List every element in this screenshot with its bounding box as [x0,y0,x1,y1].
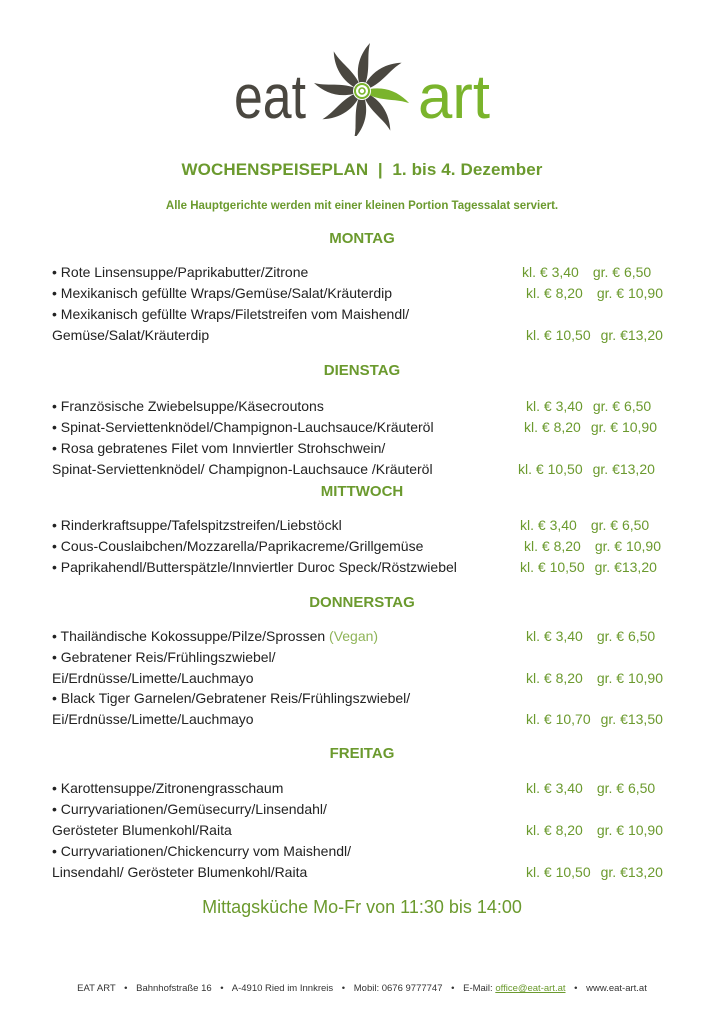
dish-text-cont: Gerösteter Blumenkohl/Raita [52,822,232,838]
price-small: kl. € 3,40 [526,398,583,414]
footer-street: Bahnhofstraße 16 [136,983,212,994]
price-large: gr. € 10,90 [590,419,657,435]
eat-art-logo [232,36,492,136]
price [520,557,657,578]
dish-text: • Curryvariationen/Gemüsecurry/Linsendahl/ [52,801,327,817]
price [526,626,655,647]
price-small: kl. € 8,20 [524,538,581,554]
price-small: kl. € 8,20 [526,670,583,686]
price-small: kl. € 8,20 [526,822,583,838]
price-small: kl. € 10,50 [526,327,591,343]
separator-dot: • [451,983,455,994]
price-large: gr. €13,50 [600,711,663,727]
price-large: gr. € 6,50 [592,264,652,280]
price [520,515,649,536]
price [526,396,651,417]
logo-text-art: art [418,63,490,132]
dish-text: • Thailändische Kokossuppe/Pilze/Sprossen [52,628,326,644]
dish-text-cont: Ei/Erdnüsse/Limette/Lauchmayo [52,670,254,686]
price-small: kl. € 3,40 [522,264,579,280]
footer-email-label: E-Mail: [463,983,496,994]
price-large: gr. € 10,90 [596,822,663,838]
dish-text-cont: Linsendahl/ Gerösteter Blumenkohl/Raita [52,864,308,880]
price-large: gr. € 10,90 [594,538,661,554]
price-large: gr. €13,20 [600,864,663,880]
dish-text: • Gebratener Reis/Frühlingszwiebel/ [52,649,276,665]
dish-text: • Curryvariationen/Chickencurry vom Maishendl/ [52,843,352,859]
dish-text: • Spinat-Serviettenknödel/Champignon-Lauchsauce/Kräuteröl [52,419,434,435]
price [524,536,661,557]
price-large: gr. €13,20 [592,461,655,477]
footer-company: EAT ART [77,983,116,994]
price [526,778,655,799]
dish-text: • Black Tiger Garnelen/Gebratener Reis/Frühlingszwiebel/ [52,690,411,706]
price-large: gr. € 6,50 [596,780,656,796]
price [526,325,663,346]
price [526,820,663,841]
footer-mobile: Mobil: 0676 9777747 [353,983,443,994]
dish-text: • Paprikahendl/Butterspätzle/Innviertler Duroc Speck/Röstzwiebel [52,559,457,575]
price-large: gr. € 6,50 [592,398,652,414]
price-large: gr. € 6,50 [596,628,656,644]
dish-text: • Karottensuppe/Zitronengrasschaum [52,780,284,796]
price-small: kl. € 3,40 [520,517,577,533]
dish-text: • Cous-Couslaibchen/Mozzarella/Paprikacreme/Grillgemüse [52,538,424,554]
logo [0,36,724,136]
separator-dot: • [124,983,128,994]
price-small: kl. € 3,40 [526,628,583,644]
price-large: gr. € 6,50 [590,517,650,533]
price-large: gr. €13,20 [594,559,657,575]
price-small: kl. € 3,40 [526,780,583,796]
website-link[interactable]: www.eat-art.at [586,983,647,994]
dish-text-cont: Gemüse/Salat/Kräuterdip [52,327,210,343]
price [526,668,663,689]
dish-text-cont: Spinat-Serviettenknödel/ Champignon-Lauchsauce /Kräuteröl [52,461,433,477]
separator-dot: • [574,983,578,994]
footer-city: A-4910 Ried im Innkreis [231,983,334,994]
footer [0,983,724,994]
flower-icon [314,43,410,136]
price-small: kl. € 8,20 [526,285,583,301]
price [526,283,663,304]
dish-text: • Rote Linsensuppe/Paprikabutter/Zitrone [52,264,309,280]
vegan-tag: (Vegan) [329,628,379,644]
email-link[interactable]: office@eat-art.at [495,983,566,994]
day-heading-mittwoch: MITTWOCH [320,483,404,500]
page-title: WOCHENSPEISEPLAN | 1. bis 4. Dezember [181,160,543,179]
day-heading-dienstag: DIENSTAG [323,362,401,379]
price-large: gr. €13,20 [600,327,663,343]
day-heading-freitag: FREITAG [329,745,395,762]
day-heading-montag: MONTAG [329,230,395,247]
dish-text: • Mexikanisch gefüllte Wraps/Gemüse/Salat/Kräuterdip [52,285,393,301]
day-heading-donnerstag: DONNERSTAG [309,594,415,611]
separator-dot: • [341,983,346,994]
separator-dot: • [220,983,224,994]
price-large: gr. € 10,90 [596,285,663,301]
dish-text: • Französische Zwiebelsuppe/Käsecroutons [52,398,324,414]
price [526,709,663,730]
dish-text: • Mexikanisch gefüllte Wraps/Filetstreifen vom Maishendl/ [52,306,410,322]
dish-text-cont: Ei/Erdnüsse/Limette/Lauchmayo [52,711,254,727]
price-small: kl. € 8,20 [524,419,581,435]
price [522,262,651,283]
dish-text: • Rinderkraftsuppe/Tafelspitzstreifen/Liebstöckl [52,517,342,533]
lunch-hours: Mittagsküche Mo-Fr von 11:30 bis 14:00 [202,897,522,917]
price-small: kl. € 10,50 [520,559,585,575]
page-subtitle: Alle Hauptgerichte werden mit einer kleinen Portion Tagessalat serviert. [165,200,559,212]
dish-text: • Rosa gebratenes Filet vom Innviertler Strohschwein/ [52,440,386,456]
price [526,862,663,883]
logo-text-eat: eat [234,63,306,132]
price-small: kl. € 10,50 [526,864,591,880]
price-large: gr. € 10,90 [596,670,663,686]
price [524,417,657,438]
price-small: kl. € 10,70 [526,711,591,727]
price [518,459,655,480]
price-small: kl. € 10,50 [518,461,583,477]
